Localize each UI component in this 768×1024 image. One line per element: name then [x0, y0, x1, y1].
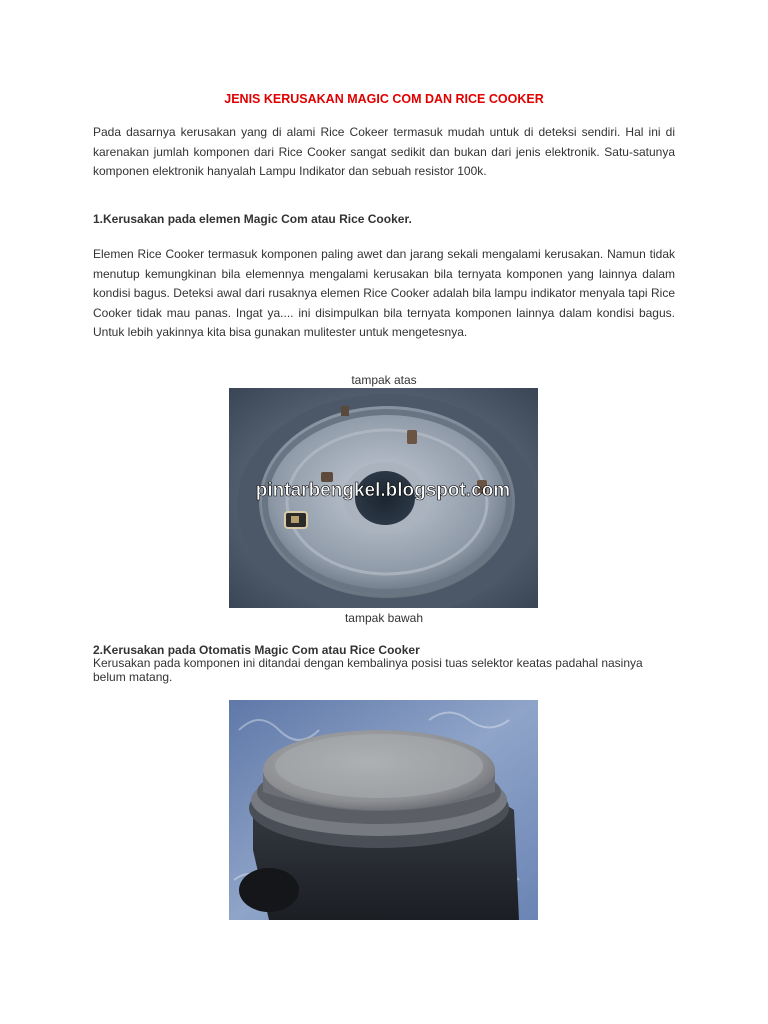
- watermark-text: pintarbengkel.blogspot.com: [255, 480, 511, 501]
- section2-paragraph: Kerusakan pada komponen ini ditandai dengan kembalinya posisi tuas selektor keatas padahal nasinya belum matang.: [93, 656, 643, 684]
- thermostat-image: [229, 700, 538, 920]
- caption-bottom-view: tampak bawah: [344, 611, 424, 625]
- section2-heading: 2.Kerusakan pada Otomatis Magic Com atau Rice Cooker: [93, 643, 420, 657]
- heating-element-photo: [229, 388, 538, 608]
- section1-paragraph: Elemen Rice Cooker termasuk komponen paling awet dan jarang sekali mengalami kerusakan. Namun tidak menutup kemungkinan bila elemennya mengalami kerusakan bila ternyata komponen yang lainnya dalam kondisi bagus. Deteksi awal dari rusaknya elemen Rice Cooker adalah bila lampu indikator menyala tapi Rice Cooker tidak mau panas. Ingat ya.... ini disimpulkan bila ternyata komponen lainnya dalam kondisi bagus. Untuk lebih yakinnya kita bisa gunakan mulitester untuk mengetesnya.: [93, 247, 675, 339]
- section1-heading: 1.Kerusakan pada elemen Magic Com atau Rice Cooker.: [93, 212, 412, 226]
- caption-top-view: tampak atas: [351, 373, 417, 387]
- heating-element-image: [229, 388, 538, 608]
- thermostat-photo: [229, 700, 538, 920]
- intro-paragraph: Pada dasarnya kerusakan yang di alami Rice Cokeer termasuk mudah untuk di deteksi sendiri. Hal ini di karenakan jumlah komponen dari Rice Cooker sangat sedikit dan bukan dari jenis elektronik. Satu-satunya komponen elektronik hanyalah Lampu Indikator dan sebuah resistor 100k.: [93, 125, 675, 178]
- page-title: JENIS KERUSAKAN MAGIC COM DAN RICE COOKER: [224, 92, 544, 106]
